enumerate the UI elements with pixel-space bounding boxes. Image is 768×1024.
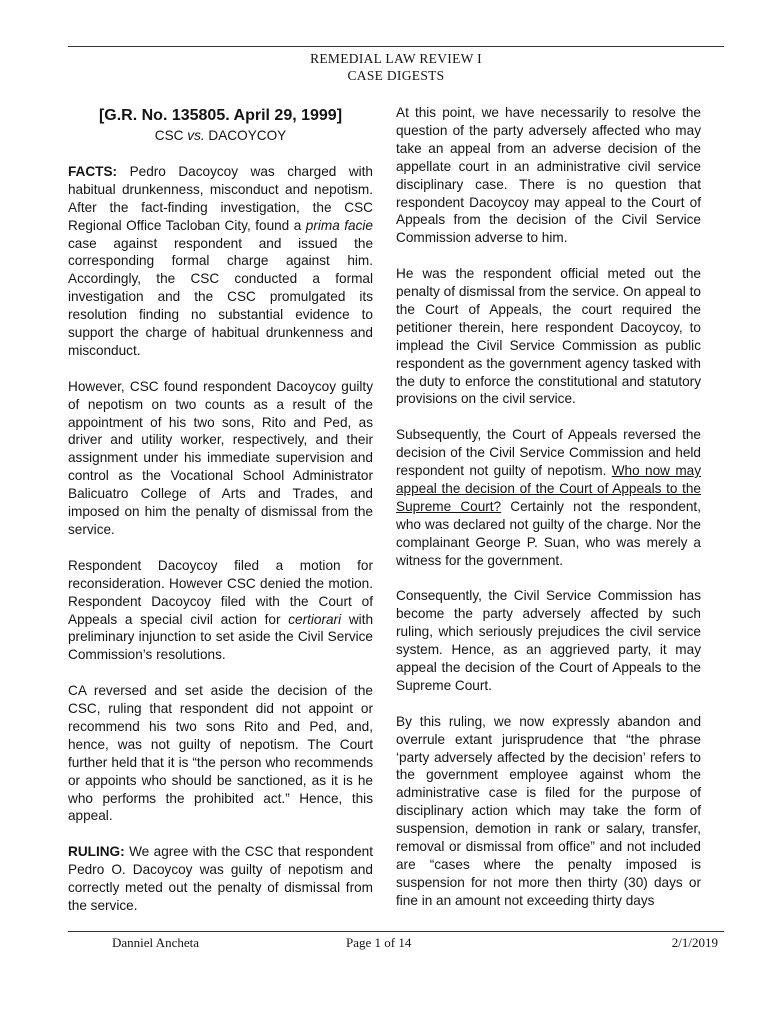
facts-p3-text-b: with preliminary injunction to set aside the Civil Service Commission’s resolutions. bbox=[68, 611, 374, 663]
footer-author: Danniel Ancheta bbox=[112, 935, 199, 950]
facts-p1-text-a: Pedro Dacoycoy was charged with habitual drunkenness, misconduct and nepotism. After the fact-finding investigation, the CSC Regional Office Tacloban City, found a bbox=[68, 163, 373, 233]
ruling-paragraph-6: By this ruling, we now expressly abandon and overrule extant jurisprudence that “the phrase ‘party adversely affected by the decision’ refers to the government employee against whom the administrative case is filed for the purpose of disciplinary action which may take the form of suspension, demotion in rank or salary, transfer, removal or dismissal from office” and not included are “cases where the penalty imposed is suspension for not more then thirty (30) days or fine in an amount not exceeding thirty days bbox=[396, 713, 701, 908]
party-respondent: DACOYCOY bbox=[204, 128, 287, 143]
ruling-p1-text: We agree with the CSC that respondent Pedro O. Dacoycoy was guilty of nepotism and correctly meted out the penalty of dismissal from the service. bbox=[68, 844, 373, 913]
header-rule bbox=[68, 46, 724, 47]
footer-rule bbox=[68, 931, 724, 932]
ruling-label: RULING: bbox=[68, 844, 125, 860]
facts-p3-text-a: Respondent Dacoycoy filed a motion for reconsideration. However CSC denied the motion. Respondent Dacoycoy filed with the Court of Appeals a special civil action for bbox=[68, 557, 373, 627]
party-petitioner: CSC bbox=[154, 128, 188, 143]
ruling-p4-underlined-question: Who now may appeal the decision of the Court of Appeals to the Supreme Court? bbox=[396, 463, 702, 514]
facts-label: FACTS: bbox=[68, 163, 118, 179]
header-title: REMEDIAL LAW REVIEW I bbox=[310, 51, 482, 66]
footer-page-number: Page 1 of 14 bbox=[346, 935, 412, 950]
facts-paragraph-2: However, CSC found respondent Dacoycoy guilty of nepotism on two counts as a result of the appointment of his two sons, Rito and Ped, as driver and utility worker, respectively, and their assignment under his immediate supervision and control as the Vocational School Administrator Balicuatro College of Arts and Trades, and imposed on him the penalty of dismissal from the service. bbox=[68, 378, 373, 538]
facts-paragraph-4: CA reversed and set aside the decision of the CSC, ruling that respondent did not appoint or recommend his two sons Rito and Ped, and, hence, was not guilty of nepotism. The Court further held that it is “the person who recommends or appoints who should be sanctioned, as it is he who performs the prohibited act.” Hence, this appeal. bbox=[68, 683, 373, 824]
ruling-paragraph-4 bbox=[396, 426, 701, 569]
ruling-paragraph-2: At this point, we have necessarily to resolve the question of the party adversely affected who may take an appeal from an adverse decision of the appellate court in an administrative civil service disciplinary case. There is no question that respondent Dacoycoy may appeal to the Court of Appeals from the decision of the Civil Service Commission adverse to him. bbox=[396, 105, 701, 246]
case-parties bbox=[68, 127, 373, 145]
ruling-p4-text-a: Subsequently, the Court of Appeals reversed the decision of the Civil Service Commission and held respondent not guilty of nepotism. bbox=[396, 427, 701, 479]
ruling-paragraph-1 bbox=[68, 843, 373, 915]
right-column bbox=[396, 104, 701, 928]
ruling-paragraph-3: He was the respondent official meted out the penalty of dismissal from the service. On appeal to the Court of Appeals, the court required the petitioner therein, here respondent Dacoycoy, to implead the Civil Service Commission as public respondent as the government agency tasked with the duty to enforce the constitutional and statutory provisions on the civil service. bbox=[396, 266, 701, 407]
facts-paragraph-1 bbox=[68, 163, 373, 360]
versus-label: vs. bbox=[187, 128, 205, 143]
footer-date: 2/1/2019 bbox=[671, 935, 718, 950]
page-header bbox=[68, 50, 724, 84]
facts-p3-emphasis: certiorari bbox=[288, 611, 342, 627]
ruling-p4-text-b: Certainly not the respondent, who was declared not guilty of the charge. Nor the complainant George P. Suan, who was merely a witness for the government. bbox=[396, 498, 701, 568]
case-title: [G.R. No. 135805. April 29, 1999] bbox=[98, 107, 343, 124]
facts-paragraph-3 bbox=[68, 557, 373, 664]
left-column bbox=[68, 104, 373, 933]
ruling-paragraph-5: Consequently, the Civil Service Commission has become the party adversely affected by such ruling, which seriously prejudices the civil service system. Hence, as an aggrieved party, it may appeal the decision of the Court of Appeals to the Supreme Court. bbox=[396, 588, 701, 693]
page-footer bbox=[68, 935, 724, 953]
header-subtitle: CASE DIGESTS bbox=[347, 68, 445, 83]
facts-p1-emphasis: prima facie bbox=[305, 217, 373, 233]
facts-p1-text-b: case against respondent and issued the corresponding formal charge against him. Accordingly, the CSC conducted a formal investigation and the CSC promulgated its resolution finding no substantial evidence to support the charge of habitual drunkenness and misconduct. bbox=[68, 235, 373, 358]
